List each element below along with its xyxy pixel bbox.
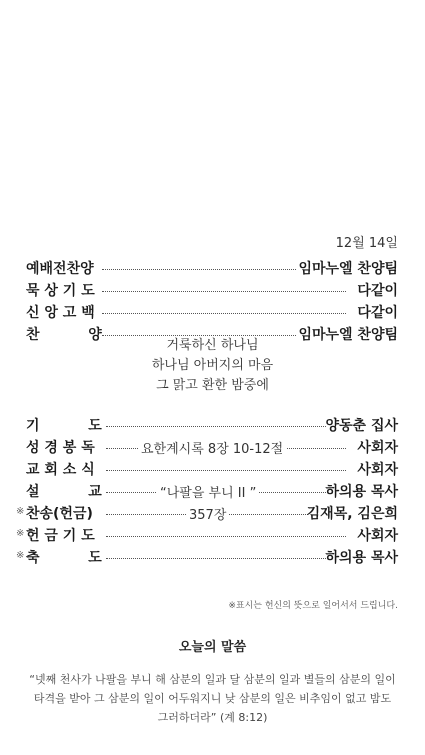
- dotted-leader: [102, 269, 296, 270]
- order-value: 김재목, 김은희: [306, 506, 398, 522]
- service-date: 12월 14일: [335, 236, 398, 251]
- order-row-silent-prayer: [16, 280, 398, 300]
- order-value: 사회자: [357, 528, 398, 544]
- order-label: 묵 상 기 도: [26, 283, 95, 299]
- order-label: 예배전찬양: [26, 261, 94, 277]
- order-value: 사회자: [357, 440, 398, 456]
- scripture-reference: 요한계시록 8장 10-12절: [138, 438, 286, 457]
- order-value: 다같이: [357, 305, 398, 321]
- order-row-confession-of-faith: [16, 302, 398, 322]
- dotted-leader: [106, 536, 346, 537]
- order-row-prayer: [16, 415, 398, 435]
- order-label: 성 경 봉 독: [26, 440, 95, 456]
- order-value: 임마누엘 찬양팀: [298, 261, 398, 277]
- dotted-leader: [106, 426, 326, 427]
- order-row-offering-prayer: [16, 525, 398, 545]
- order-label: 축 도: [26, 550, 102, 566]
- order-label: 교 회 소 식: [26, 462, 95, 478]
- lyric-line: 그 맑고 환한 밤중에: [156, 378, 269, 393]
- verse-line: 타격을 받아 그 삼분의 일이 어두워지니 낮 삼분의 일은 비추임이 없고 밤도: [33, 692, 392, 705]
- lyric-line: 하나님 아버지의 마음: [151, 358, 274, 373]
- order-label: 신 앙 고 백: [26, 305, 95, 321]
- order-value: 하의용 목사: [325, 484, 398, 500]
- order-value: 사회자: [357, 462, 398, 478]
- order-label: 찬송(헌금): [26, 506, 93, 522]
- order-row-benediction: [16, 547, 398, 567]
- scripture-verse: [0, 670, 425, 727]
- lyric-line: 거룩하신 하나님: [166, 338, 259, 353]
- order-label: 기 도: [26, 418, 102, 434]
- verse-line: 그러하더라” (계 8:12): [157, 711, 268, 724]
- order-label: 설 교: [26, 484, 102, 500]
- sermon-title: “나팔을 부니 II ”: [157, 482, 259, 501]
- dotted-leader: [106, 558, 326, 559]
- dotted-leader: [102, 313, 346, 314]
- dotted-leader: [102, 291, 346, 292]
- order-value: 양동춘 집사: [325, 418, 398, 434]
- order-row-church-news: [16, 459, 398, 479]
- hymn-lyrics: [0, 336, 425, 396]
- order-row-offering-hymn: [16, 503, 398, 523]
- order-row-scripture-reading: [16, 437, 398, 457]
- verse-line: “넷째 천사가 나팔을 부니 해 삼분의 일과 달 삼분의 일과 별들의 삼분의 일이: [29, 673, 396, 686]
- order-value: 하의용 목사: [325, 550, 398, 566]
- order-label: 찬 양: [26, 327, 102, 343]
- order-label: 헌 금 기 도: [26, 528, 95, 544]
- hymn-number: 357장: [186, 504, 229, 523]
- order-value: 임마누엘 찬양팀: [298, 327, 398, 343]
- dotted-leader: [106, 470, 346, 471]
- stand-mark: ※: [16, 528, 25, 539]
- stand-mark: ※: [16, 506, 25, 517]
- todays-word-title: 오늘의 말씀: [178, 640, 247, 655]
- order-value: 다같이: [357, 283, 398, 299]
- order-row-pre-worship-praise: [16, 258, 398, 278]
- standing-note: ※표시는 헌신의 뜻으로 일어서서 드립니다.: [228, 601, 398, 611]
- order-row-sermon: [16, 481, 398, 501]
- stand-mark: ※: [16, 550, 25, 561]
